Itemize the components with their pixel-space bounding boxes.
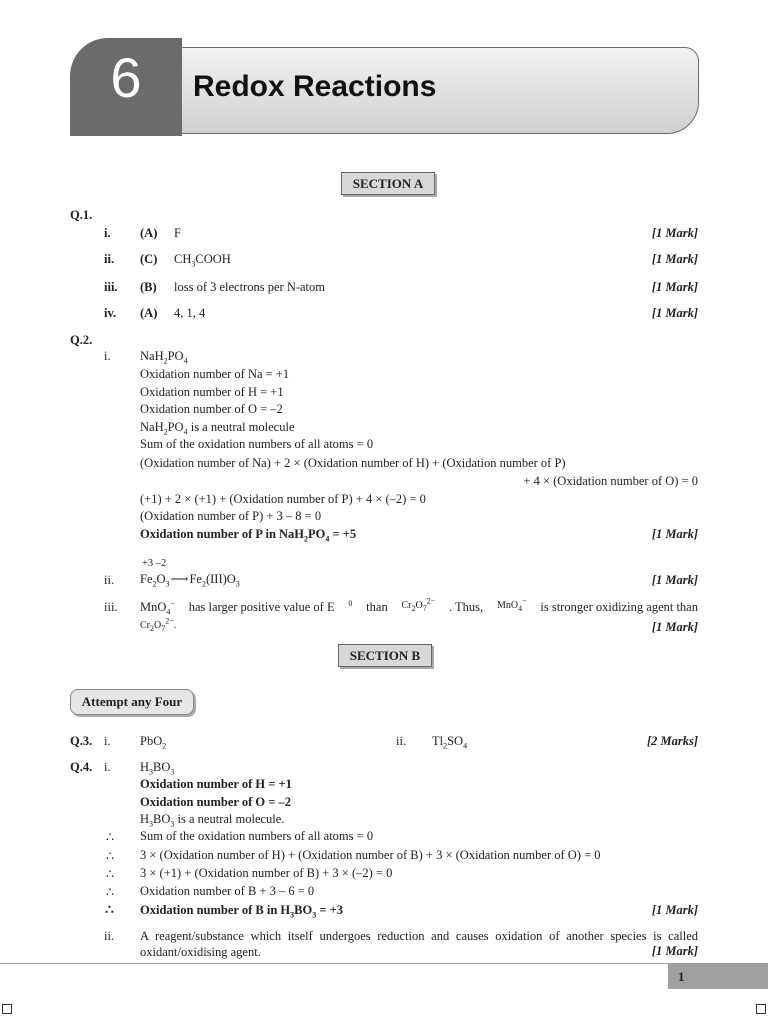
q3-ii-answer: $Tl_2SO_4$ <box>432 734 468 751</box>
therefore-icon: ∴ <box>105 903 114 918</box>
q3-i-roman: i. <box>104 734 111 748</box>
q4-ii-mark: [1 Mark] <box>651 944 698 958</box>
q1-i-option: (A) <box>140 226 158 240</box>
q4-i-step: 3 × (+1) + (Oxidation number of B) + 3 × (–2) = 0 <box>140 866 393 880</box>
q4-number: Q.4. <box>70 760 93 774</box>
section-b-heading: SECTION B <box>338 644 432 667</box>
q2-iii-text: MnO$_4$− has larger positive value of E $^0$ than $Cr_2O_7^{2-}$ . Thus, MnO$_4$− is stronger oxidizing agent than <box>140 596 698 617</box>
q2-i-line: (+1) + 2 × (+1) + (Oxidation number of P) + 4 × (–2) = 0 <box>140 492 426 506</box>
q2-i-line: Sum of the oxidation numbers of all atoms = 0 <box>140 437 374 451</box>
q3-number: Q.3. <box>70 734 93 748</box>
q4-i-bold-line: Oxidation number of O = –2 <box>140 795 292 809</box>
page-number: 1 <box>668 964 768 989</box>
q1-i-mark: [1 Mark] <box>651 226 698 240</box>
chapter-number: 6 <box>110 46 142 109</box>
q2-iii-dichromate: $Cr_2O_7^{2-}$. <box>140 616 177 633</box>
q3-i-answer: PbO$_2$ <box>140 734 167 751</box>
q4-i-compound: $H_3BO_3$ <box>140 760 175 777</box>
q2-ii-oxidation-states: +3 –2 <box>142 558 167 569</box>
footer-rule <box>0 963 768 964</box>
q2-i-line: Oxidation number of H = +1 <box>140 385 284 399</box>
q1-iii-mark: [1 Mark] <box>651 280 698 294</box>
reaction-arrow-icon: ⟶ <box>170 572 189 586</box>
q4-i-roman: i. <box>104 760 111 774</box>
q3-mark: [2 Marks] <box>646 734 698 748</box>
q2-i-mark: [1 Mark] <box>651 527 698 541</box>
q2-i-line: $NaH_2PO_4$ is a neutral molecule <box>140 420 295 437</box>
section-a-heading: SECTION A <box>341 172 435 195</box>
q2-i-line: Oxidation number of Na = +1 <box>140 367 290 381</box>
therefore-icon: ∴ <box>106 849 114 863</box>
chapter-title: Redox Reactions <box>193 70 437 103</box>
q2-i-result: Oxidation number of P in $NaH_2PO_4 = +5$ <box>140 527 357 544</box>
q2-ii-roman: ii. <box>104 573 115 587</box>
q1-iv-option: (A) <box>140 306 158 320</box>
therefore-icon: ∴ <box>106 885 114 899</box>
q2-i-line: Oxidation number of O = –2 <box>140 402 283 416</box>
q1-i-roman: i. <box>104 226 111 240</box>
q2-i-roman: i. <box>104 349 111 363</box>
q4-ii-line: oxidant/oxidising agent. <box>140 945 261 959</box>
q1-number: Q.1. <box>70 208 93 222</box>
q2-i-line: (Oxidation number of Na) + 2 × (Oxidation number of H) + (Oxidation number of P) <box>140 456 566 470</box>
q2-i-line: + 4 × (Oxidation number of O) = 0 <box>523 474 698 488</box>
q2-ii-equation: $Fe_2O_3⟶Fe_2(III)O_3$ <box>140 572 240 589</box>
q3-ii-roman: ii. <box>396 734 407 748</box>
q2-iii-mark: [1 Mark] <box>651 620 698 634</box>
corner-mark <box>2 1004 12 1014</box>
q2-ii-mark: [1 Mark] <box>651 573 698 587</box>
q4-i-result: Oxidation number of B in $H_3BO_3 = +3$ <box>140 903 343 920</box>
q1-iv-roman: iv. <box>104 306 117 320</box>
q1-i-answer: F <box>174 226 181 240</box>
q1-iii-roman: iii. <box>104 280 118 294</box>
q4-i-step: 3 × (Oxidation number of H) + (Oxidation number of B) + 3 × (Oxidation number of O) = 0 <box>140 848 601 862</box>
q1-ii-option: (C) <box>140 252 158 266</box>
q4-i-bold-line: Oxidation number of H = +1 <box>140 777 292 791</box>
q1-ii-roman: ii. <box>104 252 115 266</box>
q4-i-neutral: $H_3BO_3$ is a neutral molecule. <box>140 812 285 829</box>
corner-mark <box>756 1004 766 1014</box>
q1-ii-answer: $CH_3COOH$ <box>174 252 231 269</box>
q2-number: Q.2. <box>70 333 93 347</box>
q4-i-step: Sum of the oxidation numbers of all atoms = 0 <box>140 829 374 843</box>
q1-iv-mark: [1 Mark] <box>651 306 698 320</box>
q1-iv-answer: 4, 1, 4 <box>174 306 206 320</box>
q4-ii-roman: ii. <box>104 929 115 943</box>
q4-i-mark: [1 Mark] <box>651 903 698 917</box>
therefore-icon: ∴ <box>106 867 114 881</box>
q1-ii-mark: [1 Mark] <box>651 252 698 266</box>
q1-iii-option: (B) <box>140 280 157 294</box>
q2-i-compound: $NaH_2PO_4$ <box>140 349 188 366</box>
q4-ii-line: A reagent/substance which itself undergoes reduction and causes oxidation of another species is called <box>140 929 698 943</box>
q1-iii-answer: loss of 3 electrons per N-atom <box>174 280 326 294</box>
q2-i-line: (Oxidation number of P) + 3 – 8 = 0 <box>140 509 322 523</box>
q2-iii-roman: iii. <box>104 600 118 614</box>
q4-i-step: Oxidation number of B + 3 – 6 = 0 <box>140 884 315 898</box>
attempt-any-four-tag: Attempt any Four <box>70 689 194 715</box>
therefore-icon: ∴ <box>106 830 114 844</box>
